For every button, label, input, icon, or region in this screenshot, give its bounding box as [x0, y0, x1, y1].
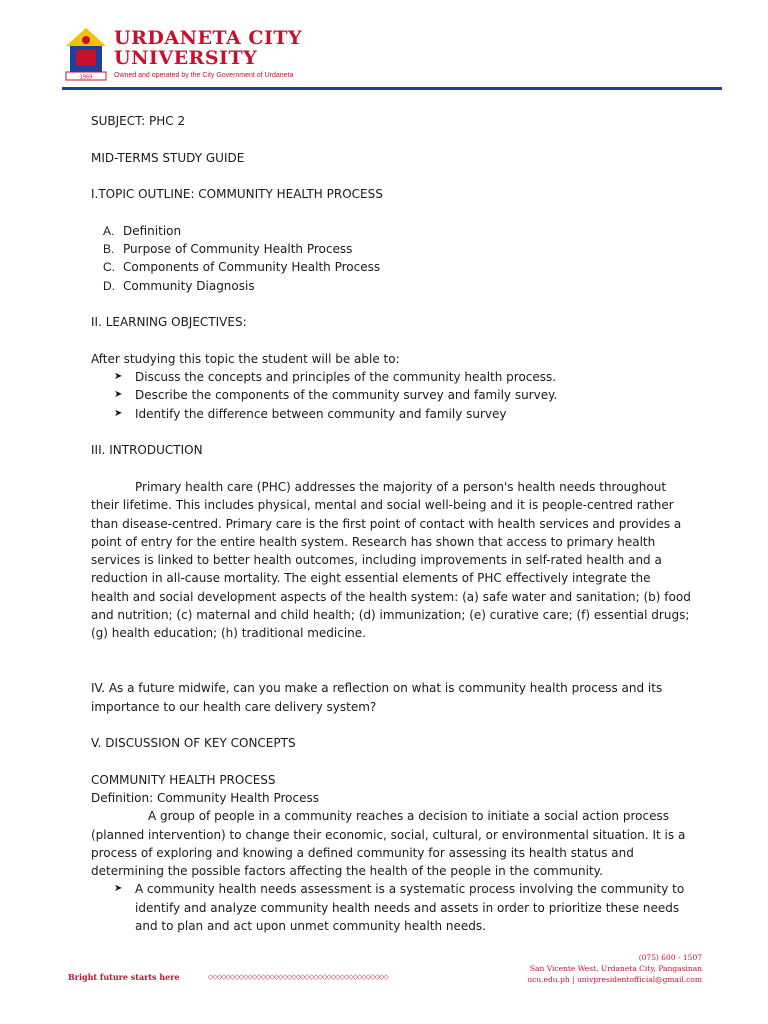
outline-text: Components of Community Health Process: [123, 260, 381, 275]
arrow-bullet-icon: ➤: [114, 371, 123, 383]
concept-heading: COMMUNITY HEALTH PROCESS: [91, 772, 276, 787]
assessment-text: A community health needs assessment is a systematic process involving the community to identify and analyze community health needs and assets in order to prioritize these needs and to plan and act upon unmet community health needs.: [135, 882, 685, 934]
university-name: [114, 28, 302, 68]
arrow-bullet-icon: ➤: [114, 389, 123, 401]
outline-text: Definition: [123, 223, 182, 238]
outline-text: Purpose of Community Health Process: [123, 242, 353, 257]
footer-email: ucu.edu.ph | univpresidentofficial@gmail.com: [527, 975, 702, 984]
arrow-bullet-icon: ➤: [114, 407, 123, 419]
outline-marker: D.: [103, 278, 115, 293]
footer-ornament: ◇◇◇◇◇◇◇◇◇◇◇◇◇◇◇◇◇◇◇◇◇◇◇◇◇◇◇◇◇◇◇◇◇◇◇◇◇◇◇◇◇: [208, 973, 388, 981]
header-divider: [62, 87, 722, 90]
definition-heading: Definition: Community Health Process: [91, 790, 319, 805]
outline-marker: C.: [103, 260, 115, 275]
objective-text: Discuss the concepts and principles of the community health process.: [135, 370, 557, 385]
university-name-line2: UNIVERSITY: [114, 47, 258, 69]
university-subtitle: Owned and operated by the City Government of Urdaneta: [114, 72, 294, 79]
guide-title: MID-TERMS STUDY GUIDE: [91, 150, 245, 165]
outline-item: [91, 258, 691, 276]
letterhead: [62, 22, 762, 92]
assessment-list: [91, 880, 691, 935]
university-logo: [62, 26, 110, 82]
outline-item: [91, 277, 691, 295]
objective-item: [91, 386, 691, 404]
logo-year: 1969: [79, 74, 93, 81]
footer-address: San Vicente West, Urdaneta City, Pangasinan: [529, 964, 702, 973]
objectives-intro: After studying this topic the student will be able to:: [91, 351, 400, 366]
objective-text: Identify the difference between community and family survey: [135, 406, 507, 421]
university-name-line1: URDANETA CITY: [114, 27, 303, 49]
outline-text: Community Diagnosis: [123, 278, 255, 293]
outline-marker: B.: [103, 242, 115, 257]
reflection-question: IV. As a future midwife, can you make a reflection on what is community health process and its importance to our health care delivery system?: [91, 681, 663, 714]
objectives-heading: II. LEARNING OBJECTIVES:: [91, 315, 247, 330]
objective-text: Describe the components of the community survey and family survey.: [135, 388, 558, 403]
assessment-item: [91, 880, 691, 935]
outline-item: [91, 222, 691, 240]
arrow-bullet-icon: ➤: [114, 883, 123, 895]
document-body: [91, 112, 691, 935]
footer-phone: (075) 600 - 1507: [638, 953, 702, 962]
outline-item: [91, 240, 691, 258]
topic-outline-list: [91, 222, 691, 295]
introduction-paragraph: Primary health care (PHC) addresses the majority of a person's health needs throughout their lifetime. This includes physical, mental and social well-being and it is people-centred rather than disease-centred. Primary care is the first point of contact with health services and provides a point of entry for the entire health system. Research has shown that access to primary health services is linked to better health outcomes, including improvements in self-rated health and a reduction in all-cause mortality. The eight essential elements of PHC effectively integrate the health and social development aspects of the health system: (a) safe water and sanitation; (b) food and nutrition; (c) maternal and child health; (d) immunization; (e) curative care; (f) essential drugs; (g) health education; (h) traditional medicine.: [91, 479, 691, 641]
outline-marker: A.: [103, 223, 115, 238]
footer-tagline: Bright future starts here: [68, 972, 180, 982]
footer-contact: [527, 952, 702, 985]
objective-item: [91, 368, 691, 386]
discussion-heading: V. DISCUSSION OF KEY CONCEPTS: [91, 736, 296, 751]
definition-paragraph: A group of people in a community reaches a decision to initiate a social action process (planned intervention) to change their economic, social, cultural, or environmental situation. It is a process of exploring and knowing a defined community for assessing its health status and determining the possible factors affecting the health of the people in the community.: [91, 809, 686, 879]
introduction-heading: III. INTRODUCTION: [91, 443, 203, 458]
objectives-list: [91, 368, 691, 423]
subject-line: SUBJECT: PHC 2: [91, 114, 186, 128]
topic-outline-heading: I.TOPIC OUTLINE: COMMUNITY HEALTH PROCESS: [91, 187, 383, 202]
objective-item: [91, 405, 691, 423]
